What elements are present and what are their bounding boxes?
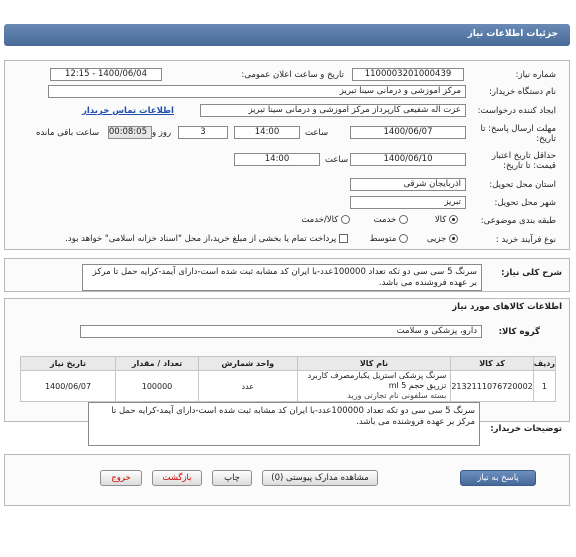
category-service-label: خدمت (373, 215, 397, 225)
category-both-label: کالا/خدمت (301, 215, 339, 225)
treasury-payment-checkbox[interactable] (339, 234, 348, 243)
cell-date: 1400/06/07 (21, 371, 116, 402)
col-row-header: ردیف (533, 357, 555, 371)
buyer-notes-box (88, 402, 480, 446)
category-label: طبقه بندی موضوعی: (480, 216, 556, 226)
goods-table-header (21, 357, 556, 371)
col-code-header: کد کالا (451, 357, 533, 371)
page-title: جزئیات اطلاعات نیاز (467, 29, 558, 39)
back-button[interactable]: بازگشت (152, 470, 202, 486)
reply-button[interactable]: پاسخ به نیاز (460, 470, 536, 486)
province-field: آذربایجان شرقی (350, 178, 466, 191)
print-button[interactable]: چاپ (212, 470, 252, 486)
view-attachments-button[interactable]: مشاهده مدارک پیوستی (0) (262, 470, 378, 486)
validity-time-field: 14:00 (234, 153, 320, 166)
goods-group-label: گروه کالا: (498, 327, 540, 337)
remaining-label: ساعت باقی مانده (36, 128, 100, 138)
cell-name-line1: سرنگ پزشکی استریل یکبارمصرف کاربرد تزریق حجم 5 ml (307, 371, 447, 390)
contact-info-link[interactable]: اطلاعات تماس خریدار (82, 106, 174, 116)
days-field: 3 (178, 126, 228, 139)
exit-button[interactable]: خروج (100, 470, 142, 486)
category-goods-label: کالا (434, 215, 447, 225)
deadline-time-label: ساعت (305, 128, 329, 138)
purchase-option-medium[interactable] (370, 234, 408, 244)
purchase-minor-radio[interactable] (449, 234, 458, 243)
goods-group-field: دارو، پزشکی و سلامت (80, 325, 482, 338)
cell-name (297, 371, 451, 402)
category-service-radio[interactable] (399, 215, 408, 224)
creator-label: ایجاد کننده درخواست: (477, 106, 556, 116)
deadline-date-field: 1400/06/07 (350, 126, 466, 139)
buyer-notes-label: توضیحات خریدار: (490, 424, 562, 434)
deadline-time-field: 14:00 (234, 126, 300, 139)
col-qty-header: تعداد / مقدار (116, 357, 199, 371)
remaining-time-field: 00:08:05 (108, 126, 152, 139)
category-option-both[interactable] (301, 215, 350, 225)
treasury-payment-note: پرداخت تمام یا بخشی از مبلغ خرید،از محل "اسناد خزانه اسلامی" خواهد بود. (65, 234, 337, 244)
cell-row: 1 (533, 371, 555, 402)
purchase-medium-label: متوسط (369, 234, 397, 244)
col-name-header: نام کالا (297, 357, 451, 371)
province-label: استان محل تحویل: (489, 180, 556, 190)
cell-name-line2: بسته سلفونی نام تجارتی ورید (347, 391, 447, 400)
buyer-label: نام دستگاه خریدار: (489, 87, 556, 97)
category-both-radio[interactable] (341, 215, 350, 224)
purchase-option-minor[interactable] (427, 234, 458, 244)
goods-section-title: اطلاعات کالاهای مورد نیاز (452, 302, 562, 312)
city-field: تبریز (350, 196, 466, 209)
purchase-minor-label: جزیی (426, 234, 447, 244)
category-option-goods[interactable] (435, 215, 458, 225)
summary-label: شرح کلی نیاز: (501, 268, 562, 278)
page-title-bar (4, 24, 570, 46)
summary-box (82, 264, 482, 291)
category-goods-radio[interactable] (449, 215, 458, 224)
deadline-label: مهلت ارسال پاسخ: تا تاریخ: (480, 124, 556, 144)
buyer-field: مرکز اموزشی و درمانی سینا تبریز (48, 85, 466, 98)
col-unit-header: واحد شمارش (198, 357, 297, 371)
cell-code: 2132111076720002 (451, 371, 533, 402)
goods-table (20, 356, 556, 402)
need-number-field: 1100003201000439 (352, 68, 464, 81)
validity-label: حداقل تاریخ اعتبار قیمت: تا تاریخ: (491, 151, 556, 171)
buyer-notes-text: سرنگ 5 سی سی دو تکه تعداد 100000عدد-با ایران کد مشابه ثبت شده است-دارای آیمد-کرایه حمل تا مرکز بر عهده فروشنده می باشد. (111, 406, 475, 427)
category-option-service[interactable] (374, 215, 408, 225)
treasury-payment-option[interactable] (65, 234, 348, 244)
need-number-label: شماره نیاز: (515, 70, 556, 80)
purchase-type-label: نوع فرآیند خرید : (495, 235, 556, 245)
announce-field: 1400/06/04 - 12:15 (50, 68, 162, 81)
summary-text: سرنگ 5 سی سی دو تکه تعداد 100000عدد-با ایران کد مشابه ثبت شده است-دارای آیمد-کرایه حمل تا مرکز بر عهده فروشنده می باشد. (92, 267, 477, 288)
validity-time-label: ساعت (325, 155, 349, 165)
purchase-medium-radio[interactable] (399, 234, 408, 243)
days-label: روز و (152, 128, 172, 138)
cell-unit: عدد (198, 371, 297, 402)
validity-date-field: 1400/06/10 (350, 153, 466, 166)
table-row (21, 371, 556, 402)
announce-label: تاریخ و ساعت اعلان عمومی: (241, 70, 344, 80)
cell-qty: 100000 (116, 371, 199, 402)
col-date-header: تاریخ نیاز (21, 357, 116, 371)
city-label: شهر محل تحویل: (494, 198, 556, 208)
creator-field: عزت اله شفیعی کارپرداز مرکز اموزشی و درمانی سینا تبریز (200, 104, 466, 117)
